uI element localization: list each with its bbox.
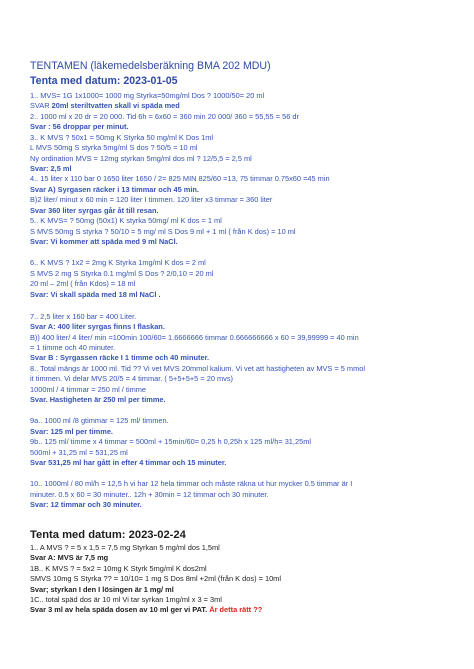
answer-line: Svar A: MVS är 7,5 mg (30, 553, 109, 562)
answer-line: Svar : 56 droppar per minut. (30, 122, 129, 131)
document-line: B)) 400 liter/ 4 liter/ min =100min 100/60= 1.6666666 timmar 0.666666666 x 60 = 39,99999 = 40 min (30, 333, 359, 342)
document-line: 7.. 2,5 liter x 160 bar = 400 Liter. (30, 312, 137, 321)
document-line: 1B.. K MVS ? = 5x2 = 10mg K Styrk 5mg/ml K dos2ml (30, 564, 207, 573)
answer-label: SVAR (30, 101, 52, 110)
answer-text: Svar 3 ml av hela späda dosen av 10 ml ger vi PAT. (30, 605, 210, 614)
document-line: L MVS 50mg S styrka 5mg/ml S dos ? 50/5 = 10 ml (30, 143, 198, 152)
answer-line: Svar: 2,5 ml (30, 164, 72, 173)
answer-line: Svar: Vi kommer att späda med 9 ml NaCl. (30, 237, 178, 246)
answer-line: Svar B : Syrgassen räcke I 1 timme och 40 minuter. (30, 353, 210, 362)
document-line: 1000ml / 4 timmar = 250 ml / timme (30, 385, 147, 394)
document-line: 5.. K MVS= ? 50mg (50x1) K styrka 50mg/ ml K dos = 1 ml (30, 216, 222, 225)
question-note: Är detta rätt ?? (209, 605, 263, 614)
answer-line: Svar: 12 timmar och 30 minuter. (30, 500, 142, 509)
section-heading: Tenta med datum: 2023-02-24 (30, 529, 186, 541)
document-line: minuter. 0.5 x 60 = 30 minuter.. 12h + 30min = 12 timmar och 30 minuter. (30, 490, 269, 499)
document-line: 2.. 1000 ml x 20 dr = 20 000. Tid 6h = 6x60 = 360 min 20 000/ 360 = 55,55 = 56 dr (30, 112, 299, 121)
document-line: S MVS 50mg S styrka ? 50/10 = 5 mg/ ml S Dos 9 ml + 1 ml ( från K dos) = 10 ml (30, 227, 296, 236)
document-line: 500ml + 31,25 ml = 531,25 ml (30, 448, 128, 457)
answer-line: Svar A) Syrgasen räcker i 13 timmar och 45 min. (30, 185, 199, 194)
answer-line: Svar: 125 ml per timme. (30, 427, 113, 436)
document-line: 1C.. total späd dos är 10 ml Vi tar syrkan 1mg/ml x 3 = 3ml (30, 595, 222, 604)
section-heading: Tenta med datum: 2023-01-05 (30, 75, 178, 87)
answer-line (30, 605, 262, 615)
document-line: = 1 timme och 40 minuter. (30, 343, 116, 352)
answer-line: Svar 531,25 ml har gått in efter 4 timmar och 15 minuter. (30, 458, 227, 467)
document-line: 9a.. 1000 ml /8 gtimmar = 125 ml/ timmen. (30, 416, 169, 425)
document-line: 1.. MVS= 1G 1x1000= 1000 mg Styrka=50mg/ml Dos ? 1000/50= 20 ml (30, 91, 265, 100)
document-line: 6.. K MVS ? 1x2 = 2mg K Styrka 1mg/ml K dos = 2 ml (30, 258, 206, 267)
document-line: 10.. 1000ml / 80 ml/h = 12,5 h vi har 12 hela timmar och måste räkna ut hur mycker 0.5 timmar är I (30, 479, 353, 488)
document-line: Ny ordination MVS = 12mg styrkan 5mg/ml dos ml ? 12/5,5 = 2,5 ml (30, 154, 252, 163)
document-line: it timmen. Vi delar MVS 20/5 = 4 timmar. ( 5+5+5+5 = 20 mvs) (30, 374, 233, 383)
answer-text: 20ml steriltvatten skall vi späda med (51, 101, 180, 110)
document-line: 3.. K MVS ? 50x1 = 50mg K Styrka 50 mg/ml K Dos 1ml (30, 133, 213, 142)
answer-line: Svar 360 liter syrgas går åt till resan. (30, 206, 159, 215)
answer-line (30, 101, 180, 111)
document-title: TENTAMEN (läkemedelsberäkning BMA 202 MDU) (30, 60, 271, 72)
document-line: 4.. 15 liter x 110 bar 0 1650 liter 1650 / 2= 825 MIN 825/60 =13, 75 timmar 0.75x60 =45 min (30, 174, 330, 183)
answer-line: Svar; styrkan I den I lösingen är 1 mg/ ml (30, 585, 174, 594)
document-line: 20 ml – 2ml ( från Kdos) = 18 ml (30, 279, 136, 288)
document-line: 8.. Total mängs är 1000 ml. Tid ?? Vi vet MVS 20mmol kalium. Vi vet att hastigheten av MVS = 5 mmol (30, 364, 365, 373)
document-line: S MVS 2 mg S Styrka 0.1 mg/ml S Dos ? 2/0,10 = 20 ml (30, 269, 214, 278)
answer-line: Svar. Hastigheten är 250 ml per timme. (30, 395, 166, 404)
answer-line: Svar: Vi skall späda med 18 ml NaCl . (30, 290, 161, 299)
document-line: 1.. A MVS ? = 5 x 1,5 = 7,5 mg Styrkan 5 mg/ml dos 1,5ml (30, 543, 220, 552)
answer-line: Svar A: 400 liter syrgas finns I flaskan. (30, 322, 165, 331)
document-line: SMVS 10mg S Styrka ?? = 10/10= 1 mg S Dos 8ml +2ml (från K dos) = 10ml (30, 574, 281, 583)
document-line: B)2 liter/ minut x 60 min = 120 liter I timmen. 120 liter x3 timmar = 360 liter (30, 195, 273, 204)
document-line: 9b.. 125 ml/ timme x 4 timmar = 500ml + 15min/60= 0,25 h 0,25h x 125 ml/h= 31,25ml (30, 437, 311, 446)
